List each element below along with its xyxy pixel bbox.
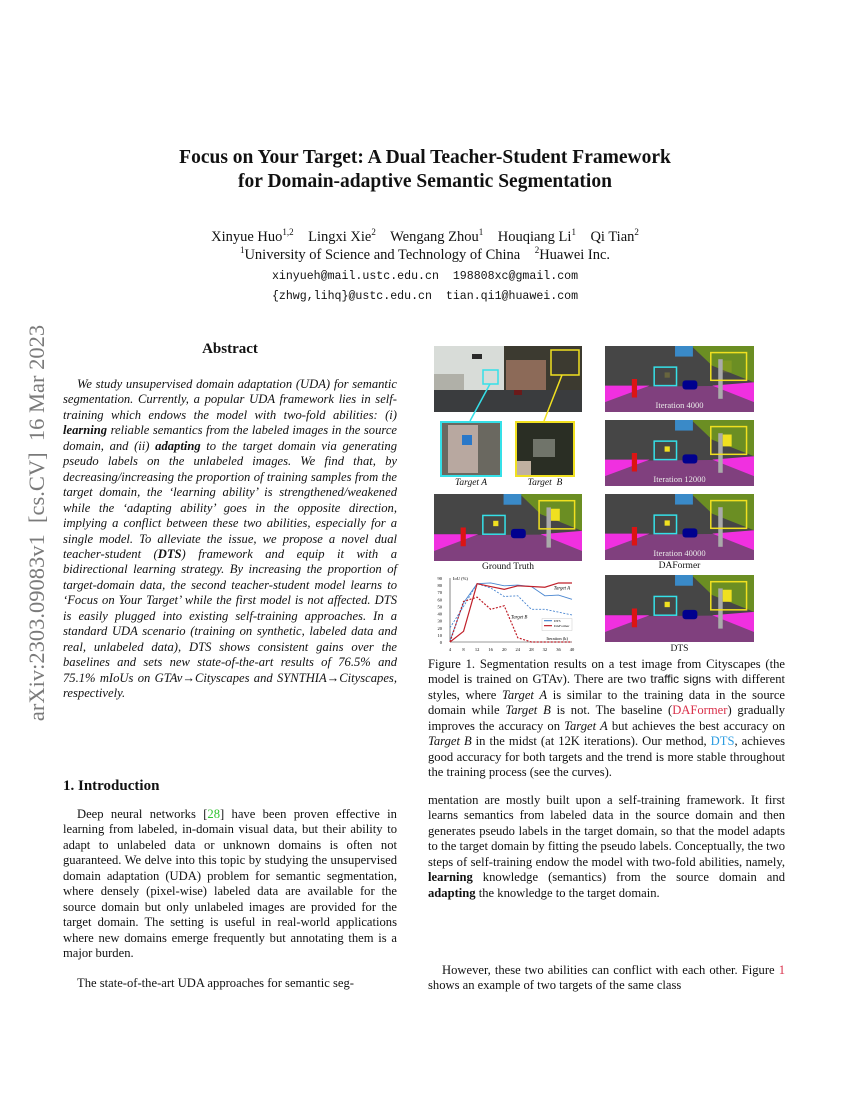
car bbox=[511, 529, 526, 538]
pole bbox=[718, 359, 722, 399]
text-run[interactable]: DAFormer bbox=[672, 703, 728, 718]
text-run: Figure 1. Segmentation results on a test image from Cityscapes (the model is trained on GTAv). There are two bbox=[428, 657, 785, 687]
sign-b bbox=[723, 435, 732, 447]
x-tick-label: 12 bbox=[474, 647, 480, 652]
sign-a bbox=[493, 521, 498, 526]
text-run[interactable]: 28 bbox=[207, 807, 220, 821]
arxiv-stamp: arXiv:2303.09083v1 [cs.CV] 16 Mar 2023 bbox=[24, 324, 49, 722]
y-tick-label: 20 bbox=[437, 625, 442, 631]
x-axis-label: Iteration (k) bbox=[546, 636, 568, 641]
y-tick-label: 30 bbox=[437, 618, 442, 624]
text-run: traffic signs bbox=[650, 672, 711, 687]
annotation-target-a: Target A bbox=[553, 586, 570, 592]
label-target-b: Target B bbox=[527, 478, 563, 488]
authors-block bbox=[60, 228, 790, 264]
text-run: knowledge (semantics) from the source domain and bbox=[472, 870, 785, 885]
x-tick-label: 16 bbox=[488, 647, 493, 652]
text-run: Houqiang Li bbox=[483, 229, 572, 245]
label-dts: DTS bbox=[670, 644, 689, 654]
text-run: Huawei Inc. bbox=[539, 247, 611, 263]
text-run: the knowledge to the target domain. bbox=[475, 885, 660, 900]
sky-region bbox=[675, 346, 693, 357]
text-run: ) gradually improves the accuracy on bbox=[428, 703, 785, 733]
paper-title bbox=[60, 146, 790, 194]
text-run: ) framework and equip it with a bidirectional learning strategy. By increasing the proportion of target-domain data, the second teacher-student model learns to ‘Focus on Your Target’ while the first model is not affected. DTS is easily plugged into existing self-training approaches. In a standard UDA scenario (training on synthetic, labeled data and real, unlabeled data), DTS shows consistent gains over the baselines and sets new state-of-the-art results of 76.5% and 75.1% mIoUs on GTAv→Cityscapes and SYNTHIA→Cityscapes, respectively. bbox=[63, 546, 397, 701]
series-line-daformer-target-a bbox=[450, 583, 572, 642]
text-run: adapting bbox=[155, 438, 201, 453]
intro-paragraph-1 bbox=[63, 807, 397, 962]
figure-caption bbox=[428, 657, 785, 781]
sign-a bbox=[665, 372, 670, 377]
x-tick-label: 36 bbox=[556, 647, 561, 652]
abstract-heading: Abstract bbox=[202, 341, 258, 357]
label-target-a: Target A bbox=[454, 478, 488, 488]
superscript: 1,2 bbox=[282, 227, 294, 238]
target-a-crop bbox=[440, 421, 502, 477]
text-run: Xinyue Huo bbox=[211, 229, 283, 245]
person bbox=[632, 379, 637, 397]
text-run: Qi Tian bbox=[575, 229, 635, 245]
text-run: DTS bbox=[157, 546, 182, 561]
car bbox=[682, 528, 697, 537]
y-tick-label: 70 bbox=[437, 590, 442, 596]
series-line-dts-target-a bbox=[450, 583, 572, 641]
text-run: but achieves the best accuracy on bbox=[607, 718, 785, 733]
y-tick-label: 40 bbox=[437, 611, 442, 617]
car bbox=[682, 380, 697, 389]
text-run: reliable semantics from the labeled images in the source domain, and (ii) bbox=[63, 423, 397, 453]
text-run: We study unsupervised domain adaptation (UDA) for semantic segmentation. Currently, a popular UDA framework lies in self-training which endows the model with two-fold abilities: (i) bbox=[63, 377, 397, 422]
text-run: However, these two abilities can conflict with each other. Figure bbox=[442, 963, 779, 977]
pole bbox=[546, 507, 550, 547]
iou-chart bbox=[420, 570, 580, 656]
person bbox=[632, 527, 637, 545]
pole bbox=[718, 433, 722, 473]
superscript: 2 bbox=[634, 227, 639, 238]
legend-label: DTS bbox=[554, 618, 561, 623]
x-tick-label: 8 bbox=[462, 647, 465, 652]
sign-b bbox=[723, 361, 732, 373]
y-tick-label: 10 bbox=[437, 632, 442, 638]
pole bbox=[718, 588, 722, 628]
text-run: The state-of-the-art UDA approaches for semantic seg- bbox=[77, 976, 354, 990]
sky-region bbox=[675, 575, 693, 586]
label-ground-truth: Ground Truth bbox=[482, 562, 534, 572]
text-run: is not. The baseline ( bbox=[550, 703, 673, 718]
arrow-a bbox=[470, 384, 490, 421]
affiliations bbox=[60, 246, 790, 264]
title-line-1: Focus on Your Target: A Dual Teacher-Student Framework bbox=[179, 147, 671, 168]
text-run: learning bbox=[63, 423, 108, 438]
y-tick-label: 50 bbox=[437, 604, 442, 610]
traffic-sign bbox=[533, 439, 555, 457]
x-tick-label: 24 bbox=[515, 647, 521, 652]
legend-label: DAFormer bbox=[554, 623, 570, 628]
superscript: 1 bbox=[478, 227, 484, 238]
person bbox=[632, 453, 637, 471]
intro-heading: 1. Introduction bbox=[63, 778, 160, 794]
sky-region bbox=[504, 494, 522, 505]
y-tick-label: 0 bbox=[439, 640, 442, 645]
person bbox=[632, 609, 637, 628]
text-run: Lingxi Xie bbox=[293, 229, 372, 245]
abstract-body bbox=[63, 377, 397, 702]
text-run: is similar to the training data in the source domain while bbox=[428, 687, 786, 718]
text-run: Deep neural networks [ bbox=[77, 807, 208, 821]
text-run: Target B bbox=[505, 703, 551, 718]
superscript: 1 bbox=[239, 245, 245, 256]
text-run: Target B bbox=[428, 734, 472, 749]
label-iter-4000: Iteration 4000 bbox=[655, 400, 704, 410]
text-run[interactable]: 1 bbox=[778, 963, 785, 977]
email-line-1: xinyueh@mail.ustc.edu.cn 198808xc@gmail.com bbox=[271, 270, 579, 283]
y-tick-label: 90 bbox=[437, 576, 442, 581]
text-run: learning bbox=[428, 870, 473, 885]
dts-segmentation bbox=[605, 575, 754, 642]
label-daformer: DAFormer bbox=[658, 561, 701, 571]
text-run: Target A bbox=[564, 718, 608, 733]
text-run: , achieves good accuracy for both targets and the trend is more stable throughout the training process (see the curves). bbox=[428, 734, 785, 780]
sign-a bbox=[665, 602, 670, 607]
text-run[interactable]: DTS bbox=[710, 734, 735, 749]
email-line-2: {zhwg,lihq}@ustc.edu.cn tian.qi1@huawei.com bbox=[271, 290, 579, 303]
y-tick-label: 60 bbox=[437, 597, 442, 603]
sign-b bbox=[723, 590, 732, 602]
house bbox=[517, 461, 531, 475]
pole bbox=[718, 507, 722, 547]
text-run: in the midst (at 12K iterations). Our method, bbox=[471, 734, 711, 749]
person bbox=[461, 528, 466, 547]
zoom-arrows bbox=[434, 346, 582, 426]
traffic-sign bbox=[462, 435, 472, 445]
intro-paragraph-3 bbox=[428, 793, 785, 901]
x-tick-label: 4 bbox=[448, 647, 452, 652]
arrow-b bbox=[544, 375, 562, 421]
text-run: to the target domain via generating pseudo labels on the unlabeled images. We find that, by decreasing/increasing the proportion of training samples from the target domain, the ‘learning ability’ is strengthened/weakened while the ‘adapting ability’ goes in the opposite direction, implying a conflict between these two abilities, especially for a single model. To alleviate the issue, we propose a novel dual teacher-student ( bbox=[63, 438, 398, 561]
target-b-crop bbox=[515, 421, 575, 477]
superscript: 2 bbox=[371, 227, 376, 238]
annotation-target-b: Target B bbox=[511, 615, 528, 621]
label-iter-12000: Iteration 12000 bbox=[653, 474, 706, 484]
car bbox=[682, 454, 697, 463]
sky-region bbox=[675, 420, 693, 431]
sign-a bbox=[665, 446, 670, 451]
text-run: ] have been proven effective in learning from labeled, in-domain visual data, but their ability to adapt to unlabeled data or unknown domains is often not guaranteed. We delve into this topic by studying the unsupervised domain adaptation (UDA) problem for semantic segmentation, where densely (pixel-wise) labeled data are available for the source domain but only unlabeled images are provided for the target domain. The setting is useful in real-world applications where new domains emerge frequently but annotating them is a major burden. bbox=[63, 807, 397, 961]
x-tick-label: 40 bbox=[569, 647, 575, 652]
label-iter-40000: Iteration 40000 bbox=[653, 548, 706, 558]
superscript: 1 bbox=[571, 227, 576, 238]
y-axis-label: IoU (%) bbox=[453, 576, 468, 581]
superscript: 2 bbox=[534, 245, 540, 256]
wall bbox=[448, 425, 478, 473]
author-names bbox=[60, 228, 790, 246]
intro-paragraph-2 bbox=[63, 976, 397, 991]
x-tick-label: 20 bbox=[501, 647, 507, 652]
text-run: Wengang Zhou bbox=[375, 229, 479, 245]
text-run: adapting bbox=[428, 885, 476, 900]
x-tick-label: 28 bbox=[529, 647, 534, 652]
emails bbox=[60, 267, 790, 307]
sign-a bbox=[665, 520, 670, 525]
text-run: with different styles, where bbox=[428, 672, 786, 702]
ground-truth-segmentation bbox=[434, 494, 582, 561]
title-line-2: for Domain-adaptive Semantic Segmentation bbox=[238, 171, 612, 192]
y-tick-label: 80 bbox=[437, 583, 442, 589]
text-run: shows an example of two targets of the same class bbox=[428, 978, 682, 993]
car bbox=[682, 610, 697, 619]
sky-region bbox=[675, 494, 693, 505]
x-tick-label: 32 bbox=[542, 647, 548, 652]
sign-b bbox=[551, 509, 560, 521]
text-run: mentation are mostly built upon a self-training framework. It first learns semantics from labeled data in the source domain and then generates pseudo labels in the target domain, so that the model adapts to the target domain by fitting the pseudo labels. Conceptually, the two steps of self-training endow the model with two-fold abilities, namely, bbox=[428, 793, 785, 869]
intro-paragraph-4 bbox=[428, 963, 785, 994]
text-run: Target A bbox=[501, 687, 548, 702]
text-run: University of Science and Technology of China bbox=[244, 247, 535, 263]
